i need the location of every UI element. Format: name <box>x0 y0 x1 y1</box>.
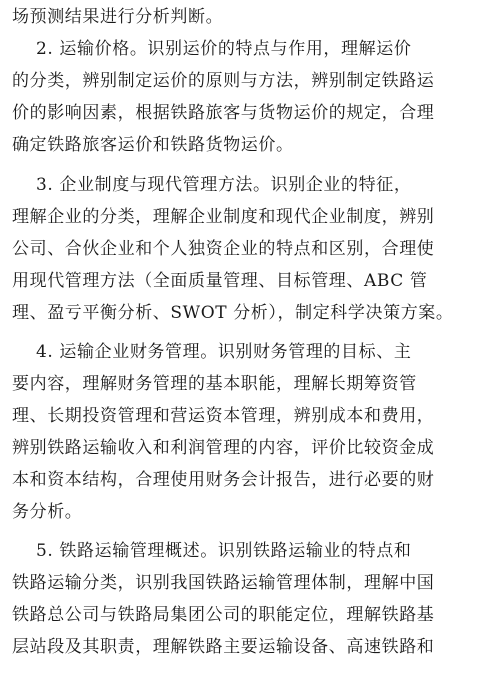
text-line: 确定铁路旅客运价和铁路货物运价。 <box>12 135 294 155</box>
text-line: 用现代管理方法（全面质量管理、目标管理、ABC 管 <box>12 271 428 291</box>
text-line: 层站段及其职责，理解铁路主要运输设备、高速铁路和 <box>12 637 435 657</box>
text-line: 理解企业的分类，理解企业制度和现代企业制度，辨别 <box>12 207 435 227</box>
text-line: 价的影响因素，根据铁路旅客与货物运价的规定，合理 <box>12 103 435 123</box>
text-line: 场预测结果进行分析判断。 <box>12 7 224 27</box>
text-line: 理、长期投资管理和营运资本管理，辨别成本和费用， <box>12 406 435 426</box>
text-line: 辨别铁路运输收入和利润管理的内容，评价比较资金成 <box>12 438 435 458</box>
text-line: 铁路运输分类，识别我国铁路运输管理体制，理解中国 <box>12 573 435 593</box>
text-line: 务分析。 <box>12 502 83 522</box>
text-line: 理、盈亏平衡分析、SWOT 分析），制定科学决策方案。 <box>12 303 454 323</box>
text-line: 3. 企业制度与现代管理方法。识别企业的特征， <box>36 175 412 195</box>
text-line: 铁路总公司与铁路局集团公司的职能定位，理解铁路基 <box>12 605 435 625</box>
text-line: 公司、合伙企业和个人独资企业的特点和区别，合理使 <box>12 239 435 259</box>
text-line: 要内容，理解财务管理的基本职能，理解长期筹资管 <box>12 374 417 394</box>
text-line: 2. 运输价格。识别运价的特点与作用，理解运价 <box>36 39 412 59</box>
text-line: 4. 运输企业财务管理。识别财务管理的目标、主 <box>36 342 412 362</box>
text-line: 的分类，辨别制定运价的原则与方法，辨别制定铁路运 <box>12 71 435 91</box>
text-line: 5. 铁路运输管理概述。识别铁路运输业的特点和 <box>36 541 412 561</box>
text-line: 本和资本结构，合理使用财务会计报告，进行必要的财 <box>12 470 435 490</box>
